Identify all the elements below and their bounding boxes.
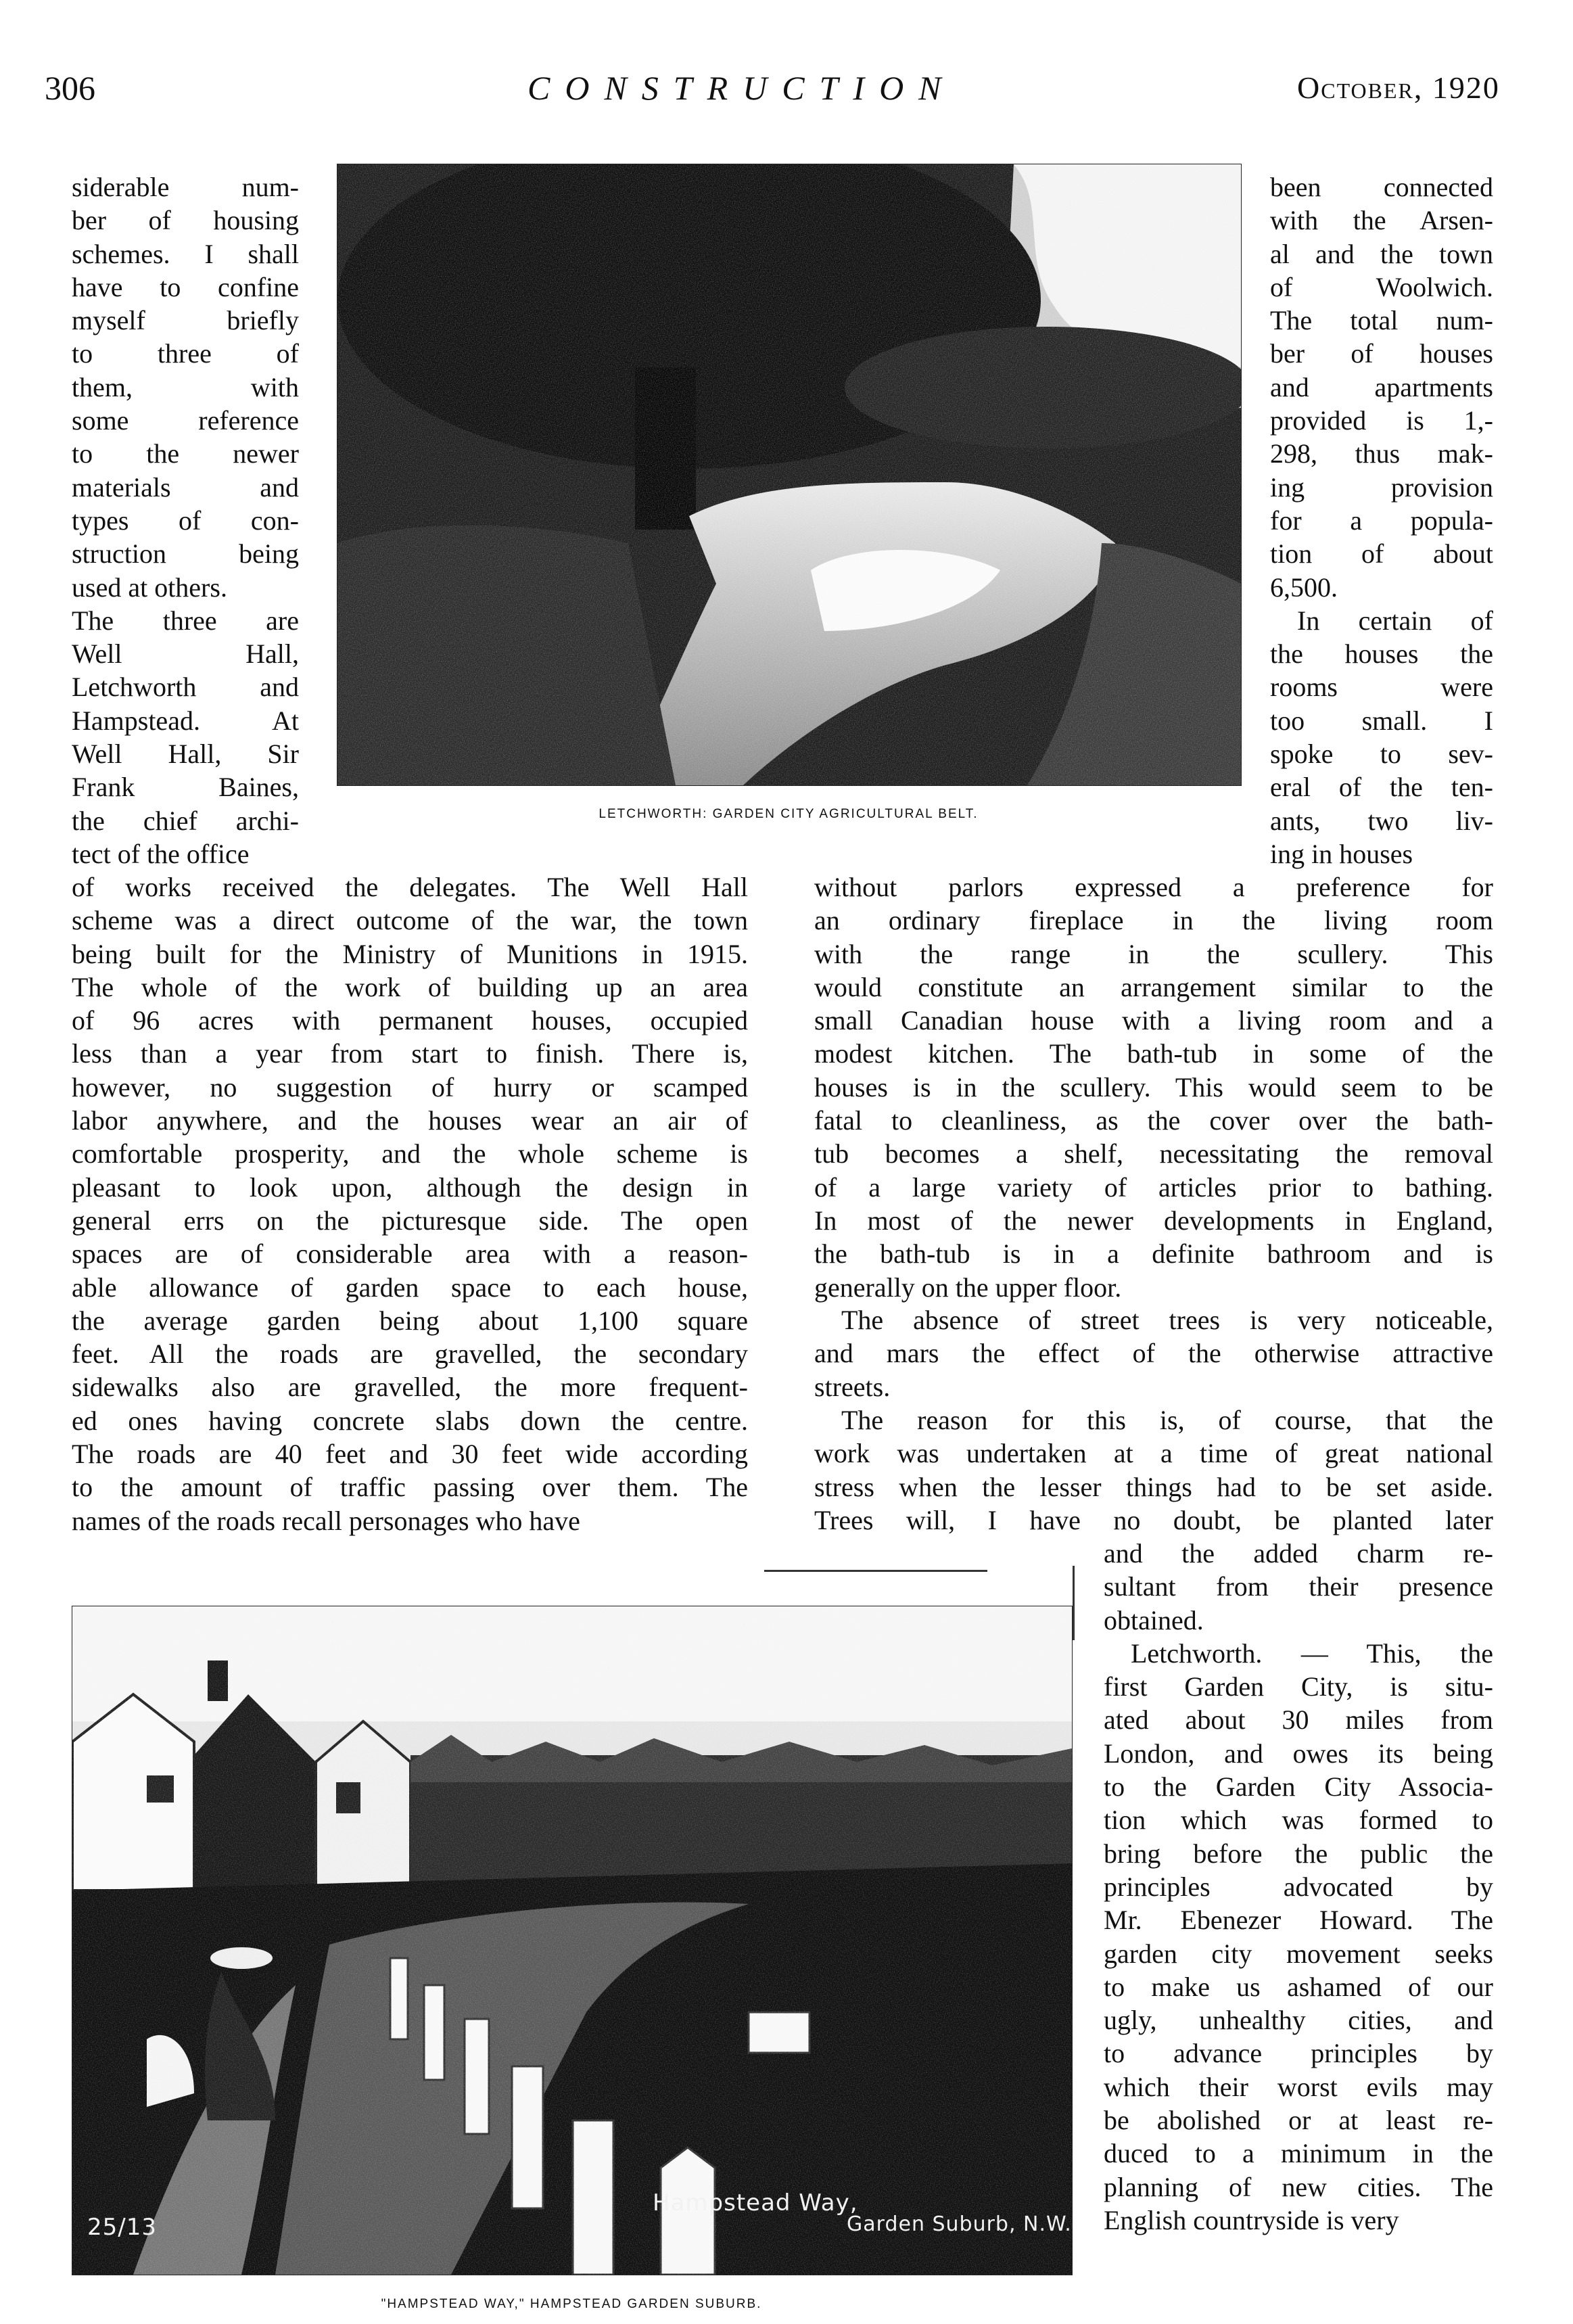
text-line: sultant from their presence — [1104, 1571, 1493, 1602]
text-line: eral of the ten- — [1270, 772, 1493, 803]
text-line: In certain of — [1297, 605, 1493, 636]
text-line: of a large variety of articles prior to bathing. — [814, 1171, 1493, 1203]
text-line: work was undertaken at a time of great national — [814, 1438, 1493, 1469]
issue-date: October, 1920 — [1297, 70, 1500, 105]
text-line: The roads are 40 feet and 30 feet wide according — [72, 1439, 748, 1470]
text-line: to the amount of traffic passing over them. The — [72, 1472, 748, 1503]
text-line: principles advocated by — [1104, 1871, 1493, 1902]
journal-title: CONSTRUCTION — [527, 69, 956, 107]
text-line: streets. — [814, 1371, 891, 1402]
letchworth-caption: LETCHWORTH: GARDEN CITY AGRICULTURAL BELT. — [598, 807, 979, 821]
text-line: to advance principles by — [1104, 2038, 1493, 2069]
right-wide-column-paragraph-3 — [814, 1403, 1493, 1537]
text-line: to the newer — [72, 438, 299, 469]
text-line: ber of housing — [72, 205, 299, 236]
text-line: of 96 acres with permanent houses, occupied — [72, 1005, 748, 1036]
text-line: and the added charm re- — [1104, 1538, 1493, 1568]
text-line: Well Hall, Sir — [72, 739, 299, 770]
text-line: The absence of street trees is very noticeable, — [841, 1305, 1493, 1335]
text-line: stress when the lesser things had to be set aside. — [814, 1471, 1493, 1502]
text-line: myself briefly — [72, 305, 299, 336]
text-line: modest kitchen. The bath-tub in some of the — [814, 1038, 1493, 1069]
hampstead-photo-illustration — [72, 1606, 1072, 2275]
text-line: small Canadian house with a living room and a — [814, 1005, 1493, 1036]
text-line: would constitute an arrangement similar to the — [814, 971, 1493, 1002]
text-line: less than a year from start to finish. There is, — [72, 1038, 748, 1069]
letchworth-photo — [337, 164, 1242, 786]
text-line: first Garden City, is situ- — [1104, 1671, 1493, 1702]
text-line: however, no suggestion of hurry or scamped — [72, 1071, 748, 1102]
left-narrow-column — [72, 170, 299, 870]
text-line: ugly, unhealthy cities, and — [1104, 2005, 1493, 2036]
text-line: ants, two liv- — [1270, 805, 1493, 836]
separator-rule-vertical — [1073, 1566, 1075, 1640]
text-line: The three are — [72, 605, 299, 636]
text-line: to three of — [72, 338, 299, 369]
text-line: able allowance of garden space to each house, — [72, 1272, 748, 1303]
text-line: 298, thus mak- — [1270, 438, 1493, 469]
text-line: In most of the newer developments in England, — [814, 1205, 1493, 1236]
text-line: duced to a minimum in the — [1104, 2138, 1493, 2169]
text-line: rooms were — [1270, 672, 1493, 703]
text-line: Letchworth. — This, the — [1131, 1637, 1493, 1669]
right-wide-column-paragraph-1 — [814, 870, 1493, 1304]
text-line: to make us ashamed of our — [1104, 1971, 1493, 2002]
text-line: general errs on the picturesque side. The open — [72, 1205, 748, 1236]
text-line: tion of about — [1270, 538, 1493, 570]
text-line: Mr. Ebenezer Howard. The — [1104, 1905, 1493, 1936]
text-line: struction being — [72, 538, 299, 570]
text-line: labor anywhere, and the houses wear an air of — [72, 1105, 748, 1136]
text-line: of works received the delegates. The Well Hall — [72, 872, 748, 902]
text-line: The total num- — [1270, 305, 1493, 336]
text-line: pleasant to look upon, although the design in — [72, 1171, 748, 1203]
text-line: generally on the upper floor. — [814, 1272, 1122, 1303]
text-line: sidewalks also are gravelled, the more frequent- — [72, 1372, 748, 1403]
text-line: al and the town — [1270, 238, 1493, 269]
text-line: being built for the Ministry of Munitions in 1915. — [72, 938, 748, 969]
text-line: provided is 1,- — [1270, 405, 1493, 436]
text-line: the bath-tub is in a definite bathroom and is — [814, 1238, 1493, 1270]
text-line: fatal to cleanliness, as the cover over the bath- — [814, 1105, 1493, 1136]
letchworth-photo-illustration — [337, 164, 1241, 785]
text-line: siderable num- — [72, 172, 299, 202]
text-line: too small. I — [1270, 705, 1493, 736]
plate-number: 25/13 — [87, 2214, 157, 2241]
text-line: ing provision — [1270, 471, 1493, 503]
text-line: bring before the public the — [1104, 1838, 1493, 1869]
hampstead-caption: "HAMPSTEAD WAY," HAMPSTEAD GARDEN SUBURB. — [381, 2297, 762, 2311]
hampstead-photo — [72, 1606, 1073, 2275]
text-line: spaces are of considerable area with a reason- — [72, 1238, 748, 1270]
text-line: materials and — [72, 471, 299, 503]
text-line: English countryside is very — [1104, 2204, 1399, 2235]
text-line: ed ones having concrete slabs down the centre. — [72, 1405, 748, 1436]
text-line: 6,500. — [1270, 572, 1338, 603]
right-bottom-column — [1104, 1537, 1493, 2237]
text-line: the houses the — [1270, 638, 1493, 670]
text-line: have to confine — [72, 271, 299, 302]
separator-rule — [764, 1570, 987, 1572]
text-line: ing in houses — [1270, 838, 1413, 869]
text-line: for a popula- — [1270, 505, 1493, 536]
text-line: comfortable prosperity, and the whole scheme is — [72, 1138, 748, 1169]
photo-inscription-line-1: Hampstead Way, — [653, 2189, 858, 2216]
text-line: London, and owes its being — [1104, 1738, 1493, 1769]
text-line: feet. All the roads are gravelled, the secondary — [72, 1339, 748, 1370]
photo-inscription-line-2: Garden Suburb, N.W. — [847, 2212, 1072, 2236]
text-line: garden city movement seeks — [1104, 1938, 1493, 1969]
text-line: an ordinary fireplace in the living room — [814, 905, 1493, 936]
text-line: schemes. I shall — [72, 238, 299, 269]
text-line: the average garden being about 1,100 square — [72, 1305, 748, 1336]
text-line: scheme was a direct outcome of the war, the town — [72, 905, 748, 936]
text-line: be abolished or at least re- — [1104, 2105, 1493, 2136]
text-line: them, with — [72, 371, 299, 402]
left-wide-column — [72, 870, 748, 1537]
text-line: The whole of the work of building up an area — [72, 971, 748, 1002]
text-line: Frank Baines, — [72, 772, 299, 803]
text-line: to the Garden City Associa- — [1104, 1771, 1493, 1803]
text-line: of Woolwich. — [1270, 271, 1493, 302]
text-line: which their worst evils may — [1104, 2071, 1493, 2102]
text-line: Well Hall, — [72, 638, 299, 670]
text-line: Hampstead. At — [72, 705, 299, 736]
text-line: Letchworth and — [72, 672, 299, 703]
right-narrow-column — [1270, 170, 1493, 870]
text-line: tion which was formed to — [1104, 1805, 1493, 1836]
text-line: been connected — [1270, 172, 1493, 202]
text-line: types of con- — [72, 505, 299, 536]
text-line: some reference — [72, 405, 299, 436]
text-line: planning of new cities. The — [1104, 2171, 1493, 2202]
text-line: houses is in the scullery. This would seem to be — [814, 1071, 1493, 1102]
text-line: with the Arsen- — [1270, 205, 1493, 236]
text-line: tub becomes a shelf, necessitating the removal — [814, 1138, 1493, 1169]
page-number: 306 — [45, 69, 95, 107]
text-line: The reason for this is, of course, that the — [841, 1405, 1493, 1435]
text-line: spoke to sev- — [1270, 739, 1493, 770]
text-line: used at others. — [72, 572, 227, 603]
text-line: ber of houses — [1270, 338, 1493, 369]
text-line: without parlors expressed a preference for — [814, 872, 1493, 902]
text-line: names of the roads recall personages who have — [72, 1505, 580, 1536]
text-line: and apartments — [1270, 371, 1493, 402]
text-line: the chief archi- — [72, 805, 299, 836]
text-line: Trees will, I have no doubt, be planted later — [814, 1504, 1493, 1535]
text-line: with the range in the scullery. This — [814, 938, 1493, 969]
text-line: obtained. — [1104, 1604, 1204, 1635]
right-wide-column-paragraph-2 — [814, 1303, 1493, 1403]
text-line: ated about 30 miles from — [1104, 1704, 1493, 1736]
text-line: and mars the effect of the otherwise attractive — [814, 1338, 1493, 1369]
text-line: tect of the office — [72, 838, 250, 869]
